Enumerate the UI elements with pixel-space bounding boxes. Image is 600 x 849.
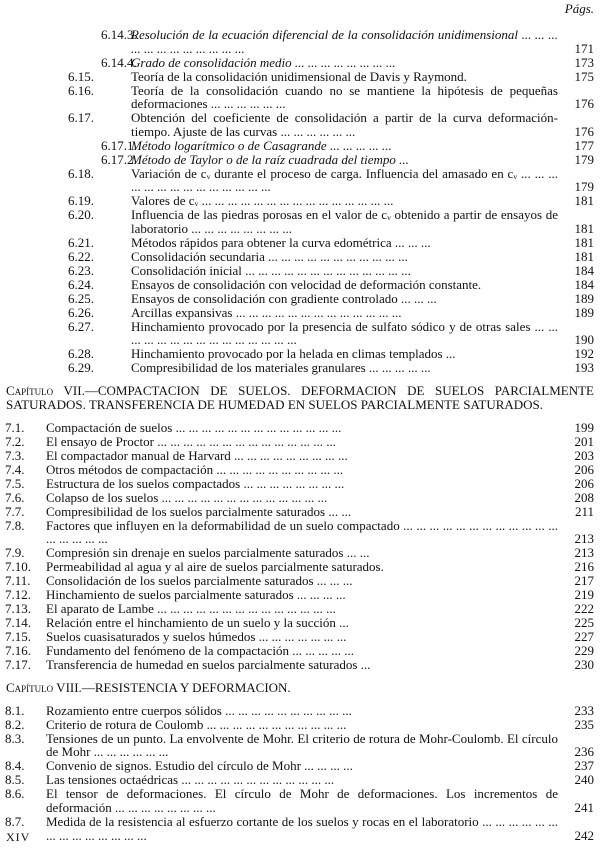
toc-entry-number: 8.6. <box>5 786 25 802</box>
toc-entry-page: 217 <box>574 573 594 589</box>
toc-entry-number: 7.5. <box>5 475 25 491</box>
page-number: XIV <box>6 830 31 845</box>
toc-entry-title: Otros métodos de compactación ... ... ... ... ... ... ... ... ... ... <box>46 461 344 477</box>
toc-entry-title: Fundamento del fenómeno de la compactación ... ... ... ... ... <box>46 643 354 659</box>
chapter-title: —COMPACTACION DE SUELOS. DEFORMACION DE SUELOS PARCIALMENTE SATURADOS. TRANSFERENCIA DE HUMEDAD EN SUELOS PARCIALMENTE SATURADOS. <box>6 382 594 412</box>
toc-entry[interactable] <box>0 361 600 375</box>
toc-entry[interactable] <box>0 236 600 250</box>
toc-entry-number: 7.11. <box>5 573 31 589</box>
toc-entry-number: 6.27. <box>68 318 94 334</box>
toc-entry[interactable] <box>0 644 600 658</box>
toc-entry-title: Ensayos de consolidación con velocidad de deformación constante. <box>131 276 482 292</box>
toc-entry-title: Compresión sin drenaje en suelos parcialmente saturados ... ... <box>46 545 370 561</box>
toc-entry[interactable] <box>0 56 600 70</box>
toc-entry-number: 6.29. <box>68 360 94 376</box>
toc-entry-number: 7.4. <box>5 461 25 477</box>
toc-entry-page: 219 <box>574 587 594 603</box>
toc-entry-number: 6.17.2. <box>101 151 137 167</box>
toc-entry[interactable] <box>0 718 600 732</box>
toc-entry[interactable] <box>0 167 600 194</box>
toc-entry-page: 173 <box>574 54 594 70</box>
toc-entry-number: 6.20. <box>68 207 94 223</box>
toc-entry-page: 229 <box>574 643 594 659</box>
toc-entry-number: 7.8. <box>5 517 25 533</box>
toc-entry-number: 7.6. <box>5 489 25 505</box>
toc-entry-number: 7.14. <box>5 615 31 631</box>
toc-entry-number: 6.22. <box>68 248 94 264</box>
toc-entry-page: 184 <box>574 262 594 278</box>
toc-entry[interactable] <box>0 264 600 278</box>
toc-entry-number: 6.25. <box>68 290 94 306</box>
toc-entry-page: 211 <box>574 503 594 519</box>
toc-entry-title: Estructura de los suelos compactados ... ... ... ... ... ... ... ... <box>46 475 345 491</box>
toc-entry-page: 176 <box>574 96 594 112</box>
toc-entry-page: 233 <box>574 702 594 718</box>
toc-entry-number: 6.24. <box>68 276 94 292</box>
toc-entry-number: 7.10. <box>5 559 31 575</box>
toc-entry[interactable] <box>0 491 600 505</box>
toc-entry-number: 6.17.1. <box>101 137 137 153</box>
toc-entry-page: 189 <box>574 304 594 320</box>
toc-entry[interactable] <box>0 208 600 235</box>
toc-entry-page: 230 <box>574 657 594 673</box>
chapter-heading <box>6 384 594 412</box>
toc-entry-title: Variación de cᵥ durante el proceso de carga. Influencia del amasado en cᵥ ... ... ... ... ... ... ... ... ... ... ... ... ... ... <box>131 165 558 195</box>
toc-entry-number: 6.17. <box>68 110 94 126</box>
toc-entry-title: Método logarítmico o de Casagrande ... ... ... ... ... <box>131 137 392 153</box>
toc-entry-number: 6.15. <box>68 68 94 84</box>
toc-entry-page: 206 <box>574 461 594 477</box>
toc-entry-page: 235 <box>574 716 594 732</box>
toc-entry-page: 240 <box>574 772 594 788</box>
toc-entry-page: 181 <box>574 248 594 264</box>
toc-entry-title: Relación entre el hinchamiento de un suelo y la succión ... <box>46 615 349 631</box>
toc-entry[interactable] <box>0 463 600 477</box>
toc-entry-title: Las tensiones octaédricas ... ... ... ... ... ... ... ... ... ... ... ... <box>46 772 335 788</box>
toc-entry[interactable] <box>0 306 600 320</box>
toc-entry[interactable] <box>0 574 600 588</box>
toc-entry[interactable] <box>0 704 600 718</box>
table-of-contents <box>0 28 600 842</box>
toc-entry-page: 175 <box>574 68 594 84</box>
chapter-heading <box>6 681 594 695</box>
toc-entry[interactable] <box>0 84 600 111</box>
toc-entry-number: 7.2. <box>5 433 25 449</box>
toc-entry-page: 179 <box>574 179 594 195</box>
toc-entry[interactable] <box>0 588 600 602</box>
toc-entry-title: Influencia de las piedras porosas en el valor de cᵥ obtenido a partir de ensayos de laboratorio ... ... ... ... ... ... ... ... <box>131 207 558 236</box>
toc-entry-page: 179 <box>574 151 594 167</box>
toc-entry-page: 227 <box>574 629 594 645</box>
toc-entry-title: Teoría de la consolidación cuando no se mantiene la hipótesis de pequeñas deformaciones ... ... ... ... ... ... <box>131 82 558 112</box>
toc-entry-page: 203 <box>574 447 594 463</box>
toc-entry-title: El compactador manual de Harvard ... ... ... ... ... ... ... ... ... <box>46 447 348 463</box>
toc-entry[interactable] <box>0 560 600 574</box>
chapter-label: Capítulo VII. <box>6 382 85 398</box>
toc-entry-number: 6.14.4. <box>101 54 137 70</box>
toc-entry-number: 7.16. <box>5 643 31 659</box>
toc-entry-title: Permeabilidad al agua y al aire de suelos parcialmente saturados. <box>46 559 384 575</box>
toc-entry-title: Colapso de los suelos ... ... ... ... ... ... ... ... ... ... ... ... ... <box>46 489 328 505</box>
toc-entry-number: 8.5. <box>5 772 25 788</box>
toc-entry-title: El ensayo de Proctor ... ... ... ... ... ... ... ... ... ... ... ... ... ... <box>46 433 336 449</box>
toc-entry[interactable] <box>0 28 600 55</box>
toc-entry-number: 6.18. <box>68 165 94 181</box>
toc-entry-number: 6.14.3. <box>101 27 137 42</box>
toc-entry-number: 7.13. <box>5 601 31 617</box>
toc-entry-page: 192 <box>574 346 594 362</box>
toc-entry[interactable] <box>0 435 600 449</box>
toc-entry-title: Obtención del coeficiente de consolidación a partir de la curva deformación-tiempo. Ajuste de las curvas ... ... ... ... ... ... <box>131 110 558 139</box>
toc-entry-title: Compresibilidad de los materiales granulares ... ... ... ... ... <box>131 360 431 376</box>
toc-entry[interactable] <box>0 449 600 463</box>
toc-entry-title: El aparato de Lambe ... ... ... ... ... ... ... ... ... ... ... ... ... ... <box>46 601 336 617</box>
toc-entry-title: Grado de consolidación medio ... ... ... ... ... ... ... ... <box>131 54 396 70</box>
toc-entry-page: 201 <box>574 433 594 449</box>
toc-entry-title: Criterio de rotura de Coulomb ... ... ... ... ... ... ... ... ... ... ... <box>46 716 347 732</box>
toc-entry[interactable] <box>0 70 600 84</box>
toc-entry-title: Valores de cᵥ ... ... ... ... ... ... ... ... ... ... ... ... ... ... ... <box>131 193 394 209</box>
toc-entry-number: 6.23. <box>68 262 94 278</box>
toc-entry-page: 237 <box>574 758 594 774</box>
toc-entry[interactable] <box>0 602 600 616</box>
toc-entry-title: Suelos cuasisaturados y suelos húmedos ... ... ... ... ... ... ... <box>46 629 347 645</box>
toc-entry-page: 242 <box>574 827 594 843</box>
toc-entry-page: 206 <box>574 475 594 491</box>
toc-entry[interactable] <box>0 421 600 435</box>
toc-entry-title: Convenio de signos. Estudio del círculo de Mohr ... ... ... ... <box>46 758 353 774</box>
toc-entry-number: 8.4. <box>5 758 25 774</box>
toc-entry[interactable] <box>0 787 600 814</box>
toc-entry-title: Métodos rápidos para obtener la curva edométrica ... ... ... <box>131 234 431 250</box>
toc-entry-title: Hinchamiento provocado por la helada en climas templados ... <box>131 346 456 362</box>
toc-entry-page: 216 <box>574 559 594 575</box>
toc-entry[interactable] <box>0 278 600 292</box>
toc-entry-number: 8.3. <box>5 730 25 746</box>
toc-entry-title: Consolidación secundaria ... ... ... ... ... ... ... ... ... ... ... <box>131 248 408 264</box>
toc-entry-number: 6.21. <box>68 234 94 250</box>
toc-entry[interactable] <box>0 477 600 491</box>
toc-entry[interactable] <box>0 658 600 672</box>
toc-entry-page: 177 <box>574 137 594 153</box>
toc-entry[interactable] <box>0 320 600 347</box>
toc-entry-page: 241 <box>574 799 594 815</box>
toc-entry-title: Medida de la resistencia al esfuerzo cortante de los suelos y rocas en el laboratorio ... ... ... ... ... ... ... ... ... ... ... ... ... ... <box>46 813 558 843</box>
toc-entry-number: 6.28. <box>68 346 94 362</box>
toc-entry[interactable] <box>0 630 600 644</box>
toc-entry-title: Transferencia de humedad en suelos parcialmente saturados ... <box>46 657 371 673</box>
toc-entry[interactable] <box>0 519 600 546</box>
toc-entry-number: 8.1. <box>5 702 25 718</box>
toc-entry[interactable] <box>0 153 600 167</box>
toc-entry[interactable] <box>0 111 600 138</box>
toc-entry-page: 225 <box>574 615 594 631</box>
toc-entry-page: 171 <box>574 40 594 56</box>
chapter-label: Capítulo VIII. <box>6 679 82 695</box>
toc-entry[interactable] <box>0 773 600 787</box>
toc-entry[interactable] <box>0 505 600 519</box>
toc-entry-title: Consolidación inicial ... ... ... ... ... ... ... ... ... ... ... ... ... <box>131 262 411 278</box>
toc-entry[interactable] <box>0 732 600 759</box>
toc-entry[interactable] <box>0 759 600 773</box>
toc-entry-number: 8.7. <box>5 813 25 829</box>
toc-entry-number: 6.16. <box>68 82 94 98</box>
toc-entry-title: Tensiones de un punto. La envolvente de Mohr. El criterio de rotura de Mohr-Coulomb. El círculo de Mohr ... ... ... ... ... ... <box>46 730 558 760</box>
toc-entry[interactable] <box>0 546 600 560</box>
toc-entry-page: 199 <box>574 419 594 435</box>
toc-entry-title: Teoría de la consolidación unidimensional de Davis y Raymond. <box>131 68 467 84</box>
toc-entry-number: 7.15. <box>5 629 31 645</box>
toc-entry-number: 7.17. <box>5 657 31 673</box>
toc-entry-title: Compactación de suelos ... ... ... ... ... ... ... ... ... ... ... ... ... <box>46 419 342 435</box>
toc-entry-page: 190 <box>574 332 594 348</box>
toc-entry-title: Compresibilidad de los suelos parcialmente saturados ... ... <box>46 503 352 519</box>
toc-entry[interactable] <box>0 292 600 306</box>
toc-entry-page: 181 <box>574 234 594 250</box>
toc-entry-title: Hinchamiento de suelos parcialmente saturados ... ... ... ... <box>46 587 346 603</box>
toc-entry[interactable] <box>0 139 600 153</box>
toc-entry[interactable] <box>0 347 600 361</box>
toc-entry[interactable] <box>0 250 600 264</box>
toc-entry-title: Rozamiento entre cuerpos sólidos ... ... ... ... ... ... ... ... ... ... <box>46 702 352 718</box>
toc-entry-title: El tensor de deformaciones. El círculo de Mohr de deformaciones. Los incrementos de deformación ... ... ... ... ... ... ... ... <box>46 786 558 815</box>
toc-entry[interactable] <box>0 194 600 208</box>
toc-entry-page: 213 <box>574 545 594 561</box>
toc-entry-number: 6.26. <box>68 304 94 320</box>
pages-column-header: Págs. <box>564 1 594 16</box>
toc-entry-number: 8.2. <box>5 716 25 732</box>
toc-entry-page: 208 <box>574 489 594 505</box>
toc-entry-number: 7.7. <box>5 503 25 519</box>
toc-entry-number: 6.19. <box>68 193 94 209</box>
toc-entry-page: 181 <box>574 193 594 209</box>
toc-entry-page: 193 <box>574 360 594 376</box>
chapter-title: —RESISTENCIA Y DEFORMACION. <box>81 679 291 695</box>
toc-entry-page: 213 <box>574 531 594 547</box>
toc-entry-page: 181 <box>574 220 594 236</box>
toc-entry-title: Factores que influyen en la deformabilidad de un suelo compactado ... ... ... ... ... ... ... ... ... ... ... ... ... ... ... ... ... <box>46 517 558 547</box>
toc-entry-number: 7.1. <box>5 419 25 435</box>
toc-entry-title: Resolución de la ecuación diferencial de la consolidación unidimensional ... ... ... ... ... ... ... ... ... ... ... ... <box>131 27 558 56</box>
toc-entry[interactable] <box>0 815 600 842</box>
toc-entry-number: 7.9. <box>5 545 25 561</box>
toc-entry-title: Hinchamiento provocado por la presencia de sulfato sódico y de otras sales ... ... ... ... ... ... ... ... ... ... ... ... ... ... ... <box>131 318 558 348</box>
toc-entry-page: 222 <box>574 601 594 617</box>
toc-entry-title: Método de Taylor o de la raíz cuadrada del tiempo ... <box>131 151 409 167</box>
toc-entry-page: 184 <box>574 276 594 292</box>
toc-entry[interactable] <box>0 616 600 630</box>
toc-entry-title: Arcillas expansivas ... ... ... ... ... ... ... ... ... ... ... ... ... <box>131 304 402 320</box>
toc-entry-page: 176 <box>574 123 594 139</box>
toc-entry-number: 7.12. <box>5 587 31 603</box>
toc-entry-title: Ensayos de consolidación con gradiente controlado ... ... ... <box>131 290 437 306</box>
toc-entry-number: 7.3. <box>5 447 25 463</box>
toc-entry-page: 189 <box>574 290 594 306</box>
toc-entry-title: Consolidación de los suelos parcialmente saturados ... ... ... <box>46 573 353 589</box>
toc-entry-page: 236 <box>574 744 594 760</box>
